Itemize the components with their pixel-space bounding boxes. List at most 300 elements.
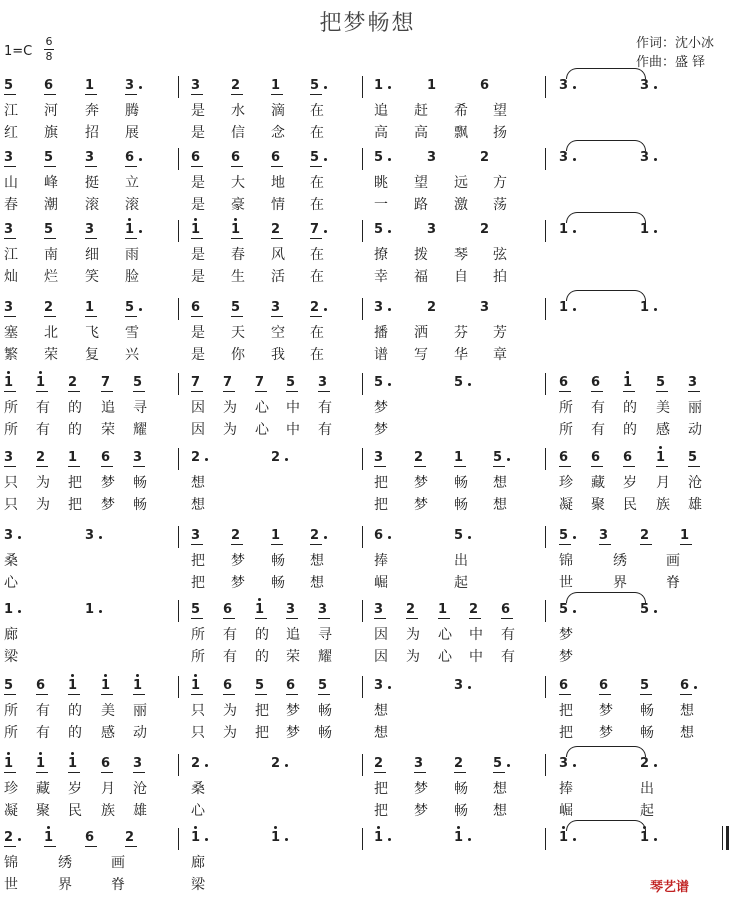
lyric-char: 在: [310, 103, 324, 119]
note: 5: [454, 375, 464, 390]
augmentation-dot: [573, 536, 576, 539]
lyric-char: 把: [191, 553, 205, 569]
underline: [85, 94, 97, 95]
underline: [68, 694, 80, 695]
lyric-char: 有: [36, 703, 50, 719]
lyric-char: 水: [231, 103, 245, 119]
lyric-char: 生: [231, 269, 245, 285]
lyric-char: 想: [310, 553, 324, 569]
tie-arc: [566, 140, 646, 151]
meter-bottom: 8: [45, 50, 53, 63]
lyric-char: 荡: [493, 197, 507, 213]
lyric-char: 把: [255, 725, 269, 741]
augmentation-dot: [205, 764, 208, 767]
underline: [85, 166, 97, 167]
lyric-char: 想: [374, 725, 388, 741]
lyric-char: 梦: [414, 475, 428, 491]
lyric-char: 谱: [374, 347, 388, 363]
note: 2: [271, 450, 281, 465]
note: 3: [480, 300, 490, 315]
lyric-char: 世: [559, 575, 573, 591]
bar-line: [178, 676, 179, 698]
lyric-char: 旗: [44, 125, 58, 141]
lyric-char: 畅: [454, 497, 468, 513]
underline: [4, 166, 16, 167]
lyric-char: 民: [68, 803, 82, 819]
note: 6: [101, 756, 111, 771]
lyric-char: 把: [374, 803, 388, 819]
augmentation-dot: [654, 308, 657, 311]
underline: [286, 694, 298, 695]
bar-line: [178, 526, 179, 548]
lyric-char: 中: [469, 649, 483, 665]
note: 6: [599, 678, 609, 693]
lyric-char: 拨: [414, 247, 428, 263]
note: 2: [231, 528, 241, 543]
note: 2: [414, 450, 424, 465]
underline: [310, 94, 322, 95]
bar-line: [362, 526, 363, 548]
note: 2: [469, 602, 479, 617]
lyric-char: 绣: [613, 553, 627, 569]
tie-arc: [566, 212, 646, 223]
octave-dot: [659, 446, 662, 449]
octave-dot: [457, 826, 460, 829]
lyric-char: 梦: [374, 400, 388, 416]
lyric-char: 想: [680, 725, 694, 741]
note: 3: [374, 678, 384, 693]
note: 3: [559, 78, 569, 93]
note: 2: [231, 78, 241, 93]
lyric-char: 中: [469, 627, 483, 643]
underline: [36, 694, 48, 695]
underline: [231, 94, 243, 95]
note: 6: [501, 602, 511, 617]
lyric-char: 美: [101, 703, 115, 719]
lyric-char: 藏: [591, 475, 605, 491]
bar-line: [178, 828, 179, 850]
note: 2: [454, 756, 464, 771]
lyric-char: 在: [310, 247, 324, 263]
lyric-char: 畅: [454, 781, 468, 797]
lyric-char: 把: [68, 475, 82, 491]
note: 3: [559, 150, 569, 165]
lyric-char: 出: [454, 553, 468, 569]
note: 6: [101, 450, 111, 465]
note: 7: [101, 375, 111, 390]
lyric-char: 有: [591, 422, 605, 438]
lyric-char: 为: [223, 725, 237, 741]
note: 6: [44, 78, 54, 93]
lyric-char: 雨: [125, 247, 139, 263]
lyric-char: 想: [493, 803, 507, 819]
augmentation-dot: [573, 308, 576, 311]
underline: [85, 316, 97, 317]
note: 6: [125, 150, 135, 165]
bar-line: [545, 373, 546, 395]
underline: [36, 391, 48, 392]
lyric-char: 招: [85, 125, 99, 141]
underline: [640, 544, 652, 545]
underline: [591, 466, 603, 467]
bar-line: [545, 600, 546, 622]
note: 5: [4, 678, 14, 693]
lyric-char: 奔: [85, 103, 99, 119]
bar-line: [362, 600, 363, 622]
lyric-char: 聚: [36, 803, 50, 819]
note: 1: [438, 602, 448, 617]
lyric-char: 的: [255, 627, 269, 643]
lyric-char: 芬: [454, 325, 468, 341]
underline: [414, 772, 426, 773]
underline: [231, 316, 243, 317]
note: 6: [591, 450, 601, 465]
underline: [559, 694, 571, 695]
lyric-char: 写: [414, 347, 428, 363]
note: 1: [125, 222, 135, 237]
note: 1: [374, 78, 384, 93]
lyric-char: 畅: [318, 725, 332, 741]
augmentation-dot: [99, 536, 102, 539]
lyric-char: 所: [191, 627, 205, 643]
note: 3: [191, 528, 201, 543]
lyric-char: 播: [374, 325, 388, 341]
lyric-char: 捧: [374, 553, 388, 569]
note: 6: [374, 528, 384, 543]
bar-line: [545, 76, 546, 98]
octave-dot: [274, 826, 277, 829]
augmentation-dot: [388, 686, 391, 689]
augmentation-dot: [139, 86, 142, 89]
underline: [223, 694, 235, 695]
lyric-char: 烂: [44, 269, 58, 285]
lyric-char: 寻: [133, 400, 147, 416]
lyric-char: 山: [4, 175, 18, 191]
lyric-char: 崛: [374, 575, 388, 591]
lyric-char: 感: [656, 422, 670, 438]
note: 6: [286, 678, 296, 693]
lyric-char: 为: [223, 422, 237, 438]
lyric-char: 梦: [101, 497, 115, 513]
note: 2: [44, 300, 54, 315]
lyric-char: 有: [318, 422, 332, 438]
underline: [406, 618, 418, 619]
lyric-char: 珍: [4, 781, 18, 797]
underline: [101, 772, 113, 773]
note: 1: [427, 78, 437, 93]
note: 1: [4, 602, 14, 617]
note: 3: [85, 150, 95, 165]
lyric-char: 有: [318, 400, 332, 416]
note: 2: [310, 528, 320, 543]
lyric-char: 笑: [85, 269, 99, 285]
lyric-char: 为: [36, 475, 50, 491]
note: 2: [271, 222, 281, 237]
note: 2: [640, 756, 650, 771]
bar-line: [362, 148, 363, 170]
augmentation-dot: [205, 838, 208, 841]
lyric-char: 脊: [666, 575, 680, 591]
lyric-char: 锦: [4, 855, 18, 871]
lyric-char: 想: [374, 703, 388, 719]
lyric-char: 赶: [414, 103, 428, 119]
note: 1: [640, 222, 650, 237]
augmentation-dot: [654, 838, 657, 841]
lyric-char: 的: [68, 422, 82, 438]
note: 1: [374, 830, 384, 845]
lyric-char: 在: [310, 175, 324, 191]
bar-line: [178, 148, 179, 170]
lyric-char: 激: [454, 197, 468, 213]
note: 3: [4, 300, 14, 315]
lyric-char: 的: [68, 400, 82, 416]
lyric-char: 畅: [640, 703, 654, 719]
lyric-char: 高: [374, 125, 388, 141]
bar-line: [178, 448, 179, 470]
augmentation-dot: [573, 610, 576, 613]
lyric-char: 复: [85, 347, 99, 363]
lyric-char: 有: [591, 400, 605, 416]
note: 1: [68, 678, 78, 693]
lyric-char: 沧: [133, 781, 147, 797]
lyric-char: 畅: [318, 703, 332, 719]
note: 3: [191, 78, 201, 93]
lyric-char: 芳: [493, 325, 507, 341]
augmentation-dot: [388, 536, 391, 539]
lyric-char: 凝: [4, 803, 18, 819]
watermark-logo: [650, 876, 689, 895]
lyric-char: 北: [44, 325, 58, 341]
note: 6: [36, 678, 46, 693]
note: 1: [85, 300, 95, 315]
lyric-char: 荣: [286, 649, 300, 665]
underline: [310, 238, 322, 239]
lyric-char: 族: [101, 803, 115, 819]
augmentation-dot: [99, 610, 102, 613]
lyric-char: 追: [286, 627, 300, 643]
underline: [191, 316, 203, 317]
lyric-char: 珍: [559, 475, 573, 491]
lyric-char: 动: [688, 422, 702, 438]
tie-arc: [566, 290, 646, 301]
octave-dot: [377, 826, 380, 829]
augmentation-dot: [468, 686, 471, 689]
note: 2: [374, 756, 384, 771]
octave-dot: [626, 371, 629, 374]
note: 2: [480, 222, 490, 237]
tie-arc: [566, 68, 646, 79]
lyric-char: 畅: [271, 553, 285, 569]
note: 1: [271, 78, 281, 93]
lyric-char: 风: [271, 247, 285, 263]
tie-arc: [566, 592, 646, 603]
lyric-char: 在: [310, 347, 324, 363]
underline: [191, 238, 203, 239]
underline: [688, 391, 700, 392]
lyric-char: 梁: [191, 877, 205, 893]
lyric-char: 有: [36, 400, 50, 416]
bar-line: [545, 448, 546, 470]
note: 3: [133, 450, 143, 465]
augmentation-dot: [654, 158, 657, 161]
note: 1: [271, 528, 281, 543]
lyric-char: 想: [493, 781, 507, 797]
lyric-char: 为: [36, 497, 50, 513]
octave-dot: [194, 218, 197, 221]
note: 2: [68, 375, 78, 390]
lyric-char: 藏: [36, 781, 50, 797]
note: 3: [4, 450, 14, 465]
lyric-char: 脸: [125, 269, 139, 285]
lyric-char: 中: [286, 422, 300, 438]
underline: [4, 694, 16, 695]
underline: [623, 466, 635, 467]
note: 5: [191, 602, 201, 617]
lyric-char: 美: [656, 400, 670, 416]
bar-line: [178, 298, 179, 320]
note: 3: [318, 602, 328, 617]
lyric-char: 只: [4, 497, 18, 513]
note: 2: [406, 602, 416, 617]
bar-line: [362, 754, 363, 776]
lyric-char: 只: [191, 703, 205, 719]
note: 3: [427, 222, 437, 237]
bar-line: [545, 676, 546, 698]
underline: [125, 316, 137, 317]
octave-dot: [194, 826, 197, 829]
lyric-char: 梦: [599, 703, 613, 719]
lyric-char: 是: [191, 325, 205, 341]
augmentation-dot: [573, 86, 576, 89]
note: 1: [656, 450, 666, 465]
lyric-char: 江: [4, 103, 18, 119]
note: 1: [44, 830, 54, 845]
bar-line: [545, 148, 546, 170]
underline: [271, 94, 283, 95]
lyric-char: 追: [374, 103, 388, 119]
note: 6: [559, 375, 569, 390]
bar-line: [362, 220, 363, 242]
note: 7: [191, 375, 201, 390]
augmentation-dot: [468, 383, 471, 386]
lyric-char: 畅: [454, 803, 468, 819]
underline: [231, 544, 243, 545]
lyric-char: 想: [680, 703, 694, 719]
underline: [191, 166, 203, 167]
note: 5: [125, 300, 135, 315]
lyric-char: 高: [414, 125, 428, 141]
note: 5: [4, 78, 14, 93]
lyric-char: 滚: [125, 197, 139, 213]
lyric-char: 想: [493, 497, 507, 513]
note: 1: [85, 602, 95, 617]
lyric-char: 是: [191, 125, 205, 141]
note: 5: [255, 678, 265, 693]
augmentation-dot: [573, 838, 576, 841]
note: 6: [191, 150, 201, 165]
underline: [318, 618, 330, 619]
note: 5: [559, 602, 569, 617]
augmentation-dot: [285, 838, 288, 841]
augmentation-dot: [654, 230, 657, 233]
underline: [310, 544, 322, 545]
note: 3: [374, 450, 384, 465]
octave-dot: [7, 371, 10, 374]
augmentation-dot: [388, 383, 391, 386]
watermark-text: 琴艺谱: [650, 880, 690, 895]
lyricist-credit: 作词：沈小冰: [636, 36, 715, 51]
note: 7: [255, 375, 265, 390]
note: 5: [493, 450, 503, 465]
lyric-char: 凝: [559, 497, 573, 513]
augmentation-dot: [324, 536, 327, 539]
bar-line: [178, 373, 179, 395]
lyric-char: 想: [493, 475, 507, 491]
underline: [44, 166, 56, 167]
augmentation-dot: [388, 158, 391, 161]
lyric-char: 滴: [271, 103, 285, 119]
lyric-char: 锦: [559, 553, 573, 569]
lyric-char: 荣: [44, 347, 58, 363]
lyric-char: 春: [231, 247, 245, 263]
lyric-char: 的: [68, 725, 82, 741]
augmentation-dot: [324, 308, 327, 311]
lyric-char: 天: [231, 325, 245, 341]
lyric-char: 想: [310, 575, 324, 591]
note: 1: [255, 602, 265, 617]
note: 1: [623, 375, 633, 390]
note: 1: [680, 528, 690, 543]
augmentation-dot: [388, 230, 391, 233]
page-title: 把梦畅想: [319, 11, 416, 36]
lyric-char: 华: [454, 347, 468, 363]
note: 2: [271, 756, 281, 771]
underline: [191, 391, 203, 392]
octave-dot: [47, 826, 50, 829]
underline: [286, 391, 298, 392]
note: 3: [640, 150, 650, 165]
lyric-char: 是: [191, 347, 205, 363]
note: 1: [640, 830, 650, 845]
lyric-char: 把: [559, 703, 573, 719]
underline: [223, 618, 235, 619]
note: 2: [480, 150, 490, 165]
bar-line: [545, 298, 546, 320]
lyric-char: 有: [36, 725, 50, 741]
underline: [191, 94, 203, 95]
lyric-char: 灿: [4, 269, 18, 285]
underline: [101, 391, 113, 392]
note: 6: [591, 375, 601, 390]
lyric-char: 耀: [318, 649, 332, 665]
underline: [44, 94, 56, 95]
underline: [85, 846, 97, 847]
octave-dot: [258, 598, 261, 601]
lyric-char: 畅: [133, 497, 147, 513]
note: 5: [318, 678, 328, 693]
note: 7: [223, 375, 233, 390]
note: 2: [427, 300, 437, 315]
note: 6: [231, 150, 241, 165]
underline: [438, 618, 450, 619]
note: 1: [454, 450, 464, 465]
underline: [255, 618, 267, 619]
octave-dot: [136, 674, 139, 677]
lyric-char: 地: [271, 175, 285, 191]
lyric-char: 只: [4, 475, 18, 491]
note: 3: [286, 602, 296, 617]
note: 3: [640, 78, 650, 93]
